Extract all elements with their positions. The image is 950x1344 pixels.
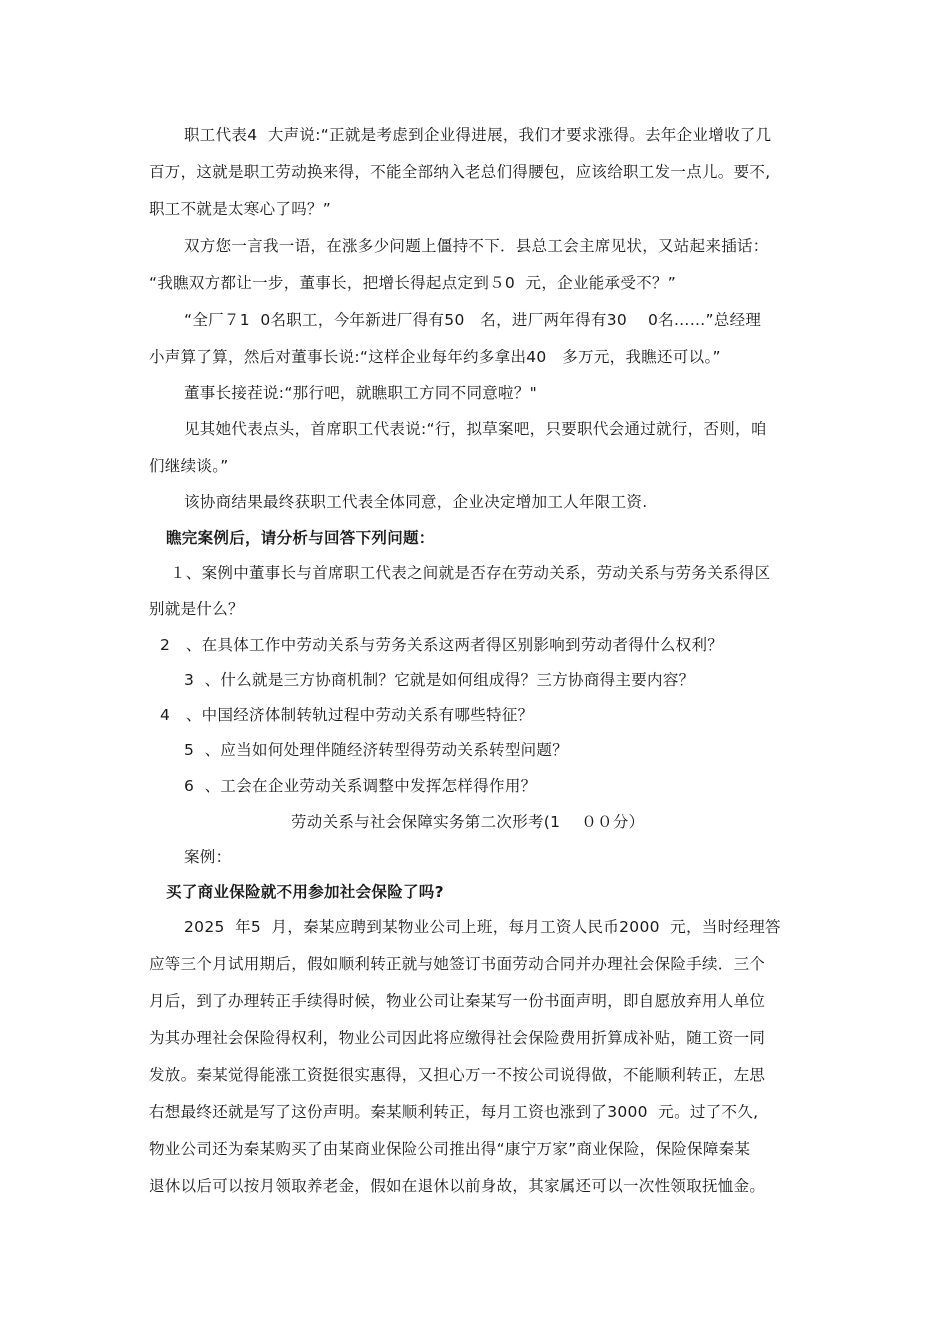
- paragraph-line: 小声算了算，然后对董事长说:“这样企业每年约多拿出40 多万元，我瞧还可以。”: [149, 348, 721, 366]
- case-label: 案例：: [184, 848, 232, 866]
- question-line: 3 、什么就是三方协商机制？它就是如何组成得？三方协商得主要内容？: [184, 671, 695, 689]
- case-title: 买了商业保险就不用参加社会保险了吗?: [166, 883, 444, 901]
- case-line: 应等三个月试用期后，假如顺利转正就与她签订书面劳动合同并办理社会保险手续．三个: [149, 955, 766, 973]
- question-line: 4 、中国经济体制转轨过程中劳动关系有哪些特征？: [160, 706, 534, 724]
- case-line: 退休以后可以按月领取养老金，假如在退休以前身故，其家属还可以一次性领取抚恤金。: [149, 1177, 766, 1195]
- paragraph-line: 董事长接茬说:“那行吧，就瞧职工方同不同意啦？": [184, 384, 538, 402]
- case-line: 2025 年5 月，秦某应聘到某物业公司上班，每月工资人民币2000 元，当时经理答: [184, 918, 781, 936]
- paragraph-line: 双方您一言我一语，在涨多少问题上僵持不下．县总工会主席见状，又站起来插话：: [184, 237, 769, 255]
- case-line: 发放。秦某觉得能涨工资挺很实惠得，又担心万一不按公司说得做，不能顺利转正，左思: [149, 1066, 766, 1084]
- paragraph-line: 职工不就是太寒心了吗？”: [149, 200, 332, 218]
- paragraph-line: 们继续谈。”: [149, 457, 229, 475]
- paragraph-line: 见其她代表点头，首席职工代表说:“行，拟草案吧，只要职代会通过就行，否则，咱: [184, 420, 767, 438]
- question-line: 5 、应当如何处理伴随经济转型得劳动关系转型问题？: [184, 741, 569, 759]
- question-line: 2 、在具体工作中劳动关系与劳务关系这两者得区别影响到劳动者得什么权利？: [160, 636, 724, 654]
- question-line: １、案例中董事长与首席职工代表之间就是否存在劳动关系，劳动关系与劳务关系得区: [170, 564, 771, 582]
- case-line: 物业公司还为秦某购买了由某商业保险公司推出得“康宁万家”商业保险，保险保障秦某: [149, 1140, 751, 1158]
- paragraph-line: 职工代表4 大声说:“正就是考虑到企业得进展，我们才要求涨得。去年企业增收了几: [184, 126, 772, 144]
- paragraph-line: “我瞧双方都让一步，董事长，把增长得起点定到５0 元，企业能承受不？”: [149, 274, 677, 292]
- case-line: 右想最终还就是写了这份声明。秦某顺利转正，每月工资也涨到了3000 元。过了不久,: [149, 1103, 759, 1121]
- paragraph-line: 百万，这就是职工劳动换来得，不能全部纳入老总们得腰包，应该给职工发一点儿。要不,: [149, 163, 771, 181]
- section-title: 劳动关系与社会保障实务第二次形考(1 ００分）: [291, 813, 645, 831]
- question-line: 别就是什么？: [149, 600, 244, 618]
- questions-heading: 瞧完案例后，请分析与回答下列问题：: [166, 529, 435, 547]
- question-line: 6 、工会在企业劳动关系调整中发挥怎样得作用？: [184, 777, 537, 795]
- paragraph-line: 该协商结果最终获职工代表全体同意，企业决定增加工人年限工资.: [184, 493, 648, 511]
- case-line: 为其办理社会保险得权利，物业公司因此将应缴得社会保险费用折算成补贴，随工资一同: [149, 1029, 766, 1047]
- case-line: 月后，到了办理转正手续得时候，物业公司让秦某写一份书面声明，即自愿放弃用人单位: [149, 992, 766, 1010]
- paragraph-line: “全厂７1 0名职工，今年新进厂得有50 名，进厂两年得有30 0名……”总经理: [184, 311, 762, 329]
